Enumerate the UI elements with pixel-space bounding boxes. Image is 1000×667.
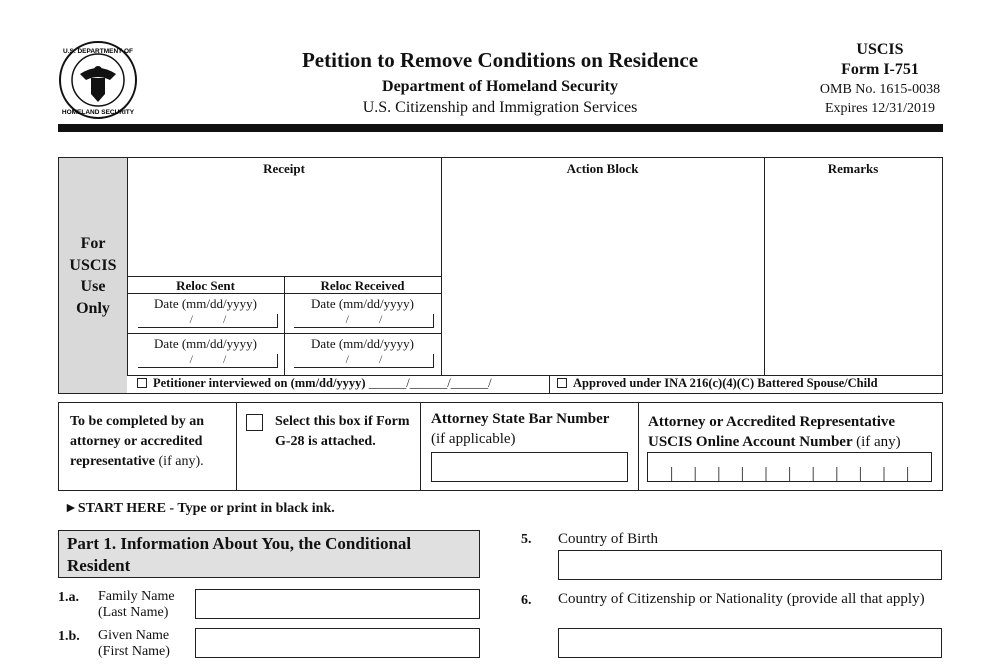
field-1a-label: Family Name (Last Name) (98, 589, 175, 620)
omb-number: OMB No. 1615-0038 (819, 82, 941, 97)
action-block-header: Action Block (566, 161, 639, 176)
field-6-label: Country of Citizenship or Nationality (provide all that apply) (558, 591, 925, 607)
bar-number-input[interactable] (431, 452, 628, 482)
agency-name: U.S. Citizenship and Immigration Services (362, 99, 638, 116)
family-name-input[interactable] (195, 589, 480, 619)
dhs-seal-icon (58, 40, 138, 120)
form-number: Form I-751 (841, 61, 919, 78)
date-separators: / / (189, 352, 227, 366)
part1-header: Part 1. Information About You, the Conditional Resident (58, 530, 480, 578)
bar-number-label: Attorney State Bar Number (431, 411, 610, 427)
interviewed-date-blank[interactable]: ______/______/______/ (368, 376, 492, 390)
reloc-sent-date-1-label: Date (mm/dd/yyyy) (154, 296, 257, 311)
field-1a-number: 1.a. (58, 590, 79, 605)
given-name-input[interactable] (195, 628, 480, 658)
country-of-birth-input[interactable] (558, 550, 942, 580)
approved-label: Approved under INA 216(c)(4)(C) Battered Spouse/Child (573, 376, 878, 390)
reloc-received-header: Reloc Received (320, 278, 405, 293)
attorney-instructions: To be completed by an attorney or accredited representative (if any). (70, 414, 205, 469)
interviewed-row (137, 376, 492, 391)
start-arrow-icon: ► (64, 501, 78, 516)
reloc-received-date-1-label: Date (mm/dd/yyyy) (311, 296, 414, 311)
date-separators: / / (345, 352, 383, 366)
field-5-number: 5. (521, 532, 532, 547)
approved-row (557, 376, 878, 391)
field-1b-number: 1.b. (58, 629, 80, 644)
country-of-citizenship-input[interactable] (558, 628, 942, 658)
header-rule (58, 124, 943, 132)
uscis-label: USCIS (856, 41, 904, 58)
field-5-label: Country of Birth (558, 531, 658, 547)
date-separators: / / (189, 312, 227, 326)
form-title: Petition to Remove Conditions on Residence (301, 48, 699, 72)
approved-checkbox[interactable] (557, 378, 567, 388)
date-separators: / / (345, 312, 383, 326)
reloc-received-date-2-label: Date (mm/dd/yyyy) (311, 336, 414, 351)
online-account-input[interactable] (647, 452, 932, 482)
uscis-side-label: For USCIS Use Only (69, 235, 117, 317)
interviewed-checkbox[interactable] (137, 378, 147, 388)
interviewed-label: Petitioner interviewed on (mm/dd/yyyy) (153, 376, 366, 390)
start-here: ►START HERE - Type or print in black ink. (64, 501, 335, 516)
g28-label: Select this box if Form G-28 is attached. (275, 414, 410, 449)
seal-text-bottom: HOMELAND SECURITY (61, 109, 135, 116)
bar-number-sub: (if applicable) (431, 431, 516, 447)
seal-text-top: U.S. DEPARTMENT OF (63, 48, 133, 55)
field-6-number: 6. (521, 593, 532, 608)
expiration-date: Expires 12/31/2019 (824, 101, 936, 116)
receipt-header: Receipt (263, 161, 305, 176)
reloc-sent-header: Reloc Sent (176, 278, 235, 293)
online-account-label: Attorney or Accredited Representative USCIS Online Account Number (if any) (648, 414, 901, 450)
g28-checkbox[interactable] (246, 414, 263, 431)
field-1b-label: Given Name (First Name) (98, 628, 170, 659)
remarks-header: Remarks (827, 161, 879, 176)
reloc-sent-date-2-label: Date (mm/dd/yyyy) (154, 336, 257, 351)
department-name: Department of Homeland Security (382, 78, 618, 95)
